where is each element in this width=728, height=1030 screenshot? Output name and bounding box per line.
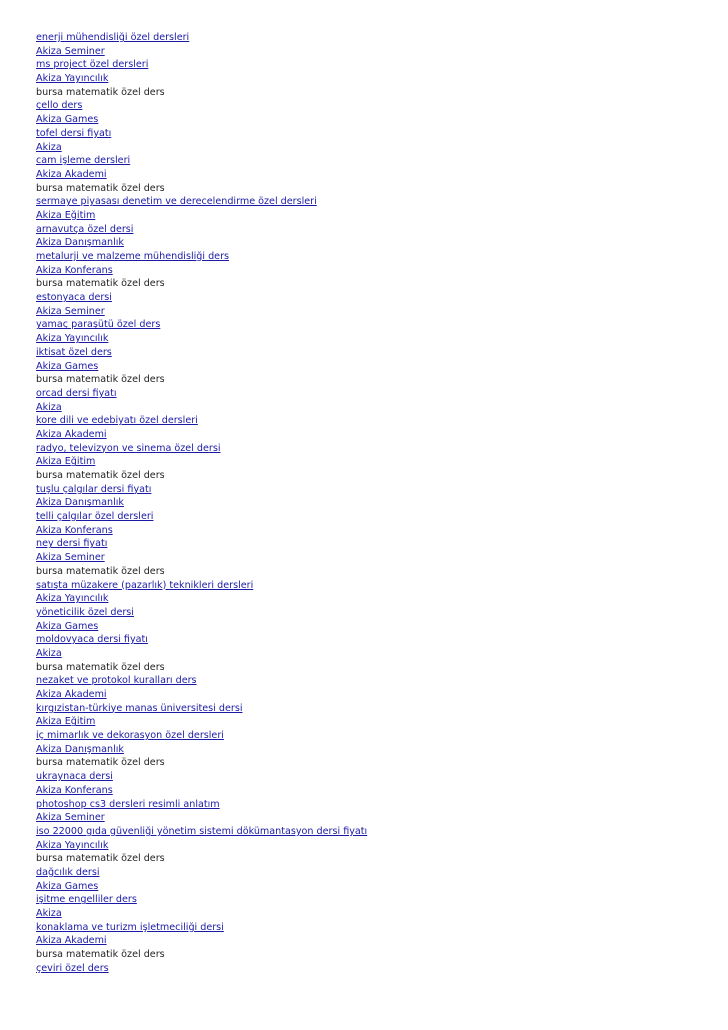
text-link[interactable]: tuşlu çalgılar dersi fiyatı	[36, 483, 152, 495]
text-link[interactable]: Akiza Yayıncılık	[36, 593, 109, 605]
text-link[interactable]: Akiza Games	[36, 880, 99, 892]
document-line	[36, 72, 716, 86]
document-line	[36, 154, 716, 168]
text-link[interactable]: ms project özel dersleri	[36, 59, 149, 71]
document-line	[36, 318, 716, 332]
text-link[interactable]: arnavutça özel dersi	[36, 223, 134, 235]
text-link[interactable]: Akiza Eğitim	[36, 716, 96, 728]
text-link[interactable]: Akiza Seminer	[36, 552, 105, 564]
text-link[interactable]: moldovyaca dersi fiyatı	[36, 634, 148, 646]
text-link[interactable]: Akiza Yayıncılık	[36, 73, 109, 85]
text-link[interactable]: Akiza Konferans	[36, 524, 113, 536]
document-line	[36, 387, 716, 401]
document-line	[36, 715, 716, 729]
document-line	[36, 579, 716, 593]
text-link[interactable]: Akiza Yayıncılık	[36, 333, 109, 345]
text-link[interactable]: Akiza Akademi	[36, 428, 107, 440]
text-link[interactable]: nezaket ve protokol kuralları ders	[36, 675, 197, 687]
document-line	[36, 537, 716, 551]
document-line	[36, 565, 716, 579]
text-link[interactable]: estonyaca dersi	[36, 292, 112, 304]
text-link[interactable]: ney dersi fiyatı	[36, 538, 108, 550]
document-line	[36, 250, 716, 264]
document-line	[36, 86, 716, 100]
text-link[interactable]: satışta müzakere (pazarlık) teknikleri dersleri	[36, 579, 254, 591]
document-line	[36, 209, 716, 223]
document-line	[36, 510, 716, 524]
text-link[interactable]: Akiza Eğitim	[36, 209, 96, 221]
document-line	[36, 743, 716, 757]
document-line	[36, 756, 716, 770]
text-link[interactable]: iktisat özel ders	[36, 346, 112, 358]
document-line	[36, 223, 716, 237]
text-link[interactable]: çello ders	[36, 100, 83, 112]
text-link[interactable]: Akiza Seminer	[36, 812, 105, 824]
document-line	[36, 182, 716, 196]
document-line	[36, 907, 716, 921]
document-line	[36, 770, 716, 784]
document-line	[36, 551, 716, 565]
document-line	[36, 934, 716, 948]
document-line	[36, 962, 716, 976]
document-line	[36, 633, 716, 647]
document-line	[36, 332, 716, 346]
document-line	[36, 373, 716, 387]
text-link[interactable]: telli çalgılar özel dersleri	[36, 511, 154, 523]
text-link[interactable]: Akiza Yayıncılık	[36, 839, 109, 851]
text-link[interactable]: Akiza Eğitim	[36, 456, 96, 468]
plain-text: bursa matematik özel ders	[36, 470, 165, 481]
text-link[interactable]: Akiza	[36, 141, 62, 153]
plain-text: bursa matematik özel ders	[36, 374, 165, 386]
text-link[interactable]: iso 22000 gıda güvenliği yönetim sistemi dökümantasyon dersi fiyatı	[36, 825, 368, 837]
plain-text: bursa matematik özel ders	[36, 853, 165, 865]
document-line	[36, 45, 716, 59]
document-line	[36, 31, 716, 45]
text-link[interactable]: enerji mühendisliği özel dersleri	[36, 32, 190, 43]
text-link[interactable]: Akiza Akademi	[36, 168, 107, 180]
text-link[interactable]: iç mimarlık ve dekorasyon özel dersleri	[36, 730, 224, 742]
text-link[interactable]: radyo, televizyon ve sinema özel dersi	[36, 442, 221, 454]
text-link[interactable]: cam işleme dersleri	[36, 155, 131, 167]
text-link[interactable]: metalurji ve malzeme mühendisliği ders	[36, 251, 230, 262]
text-link[interactable]: kore dili ve edebiyatı özel dersleri	[36, 415, 198, 427]
text-link[interactable]: Akiza	[36, 647, 62, 659]
document-line	[36, 688, 716, 702]
document-line	[36, 195, 716, 209]
document-line	[36, 442, 716, 456]
document-line	[36, 291, 716, 305]
document-line	[36, 674, 716, 688]
document-line	[36, 661, 716, 675]
document-line	[36, 921, 716, 935]
document-line	[36, 852, 716, 866]
text-link[interactable]: Akiza Danışmanlık	[36, 497, 124, 509]
document-line	[36, 784, 716, 798]
text-link[interactable]: Akiza Konferans	[36, 264, 113, 276]
text-link[interactable]: Akiza Seminer	[36, 45, 105, 57]
text-link[interactable]: Akiza Games	[36, 114, 99, 126]
document-line	[36, 264, 716, 278]
document-line	[36, 469, 716, 483]
text-link[interactable]: Akiza Games	[36, 620, 99, 632]
plain-text: bursa matematik özel ders	[36, 565, 165, 577]
text-link[interactable]: kırgızistan-türkiye manas üniversitesi dersi	[36, 702, 243, 714]
document-line	[36, 729, 716, 743]
text-link[interactable]: Akiza	[36, 908, 62, 919]
document-line	[36, 811, 716, 825]
document-line	[36, 839, 716, 853]
document-line	[36, 524, 716, 538]
text-link[interactable]: yamaç paraşütü özel ders	[36, 319, 161, 331]
text-link[interactable]: konaklama ve turizm işletmeciliği dersi	[36, 921, 224, 933]
document-line	[36, 277, 716, 291]
document-line	[36, 414, 716, 428]
document-line	[36, 346, 716, 360]
document-line	[36, 866, 716, 880]
document-line	[36, 880, 716, 894]
text-link[interactable]: dağcılık dersi	[36, 866, 100, 878]
text-link[interactable]: Akiza Danışmanlık	[36, 743, 124, 755]
document-line	[36, 428, 716, 442]
document-line	[36, 948, 716, 962]
document-line	[36, 647, 716, 661]
document-line	[36, 168, 716, 182]
document-page	[36, 31, 716, 975]
document-line	[36, 496, 716, 510]
text-link[interactable]: işitme engelliler ders	[36, 894, 137, 906]
text-link[interactable]: photoshop cs3 dersleri resimli anlatım	[36, 798, 220, 810]
text-link[interactable]: ukraynaca dersi	[36, 771, 113, 783]
document-line	[36, 702, 716, 716]
document-line	[36, 401, 716, 415]
text-link[interactable]: Akiza Akademi	[36, 689, 107, 700]
document-line	[36, 606, 716, 620]
document-line	[36, 592, 716, 606]
plain-text: bursa matematik özel ders	[36, 757, 165, 769]
document-line	[36, 893, 716, 907]
document-line	[36, 360, 716, 374]
text-link[interactable]: sermaye piyasası denetim ve derecelendirme özel dersleri	[36, 196, 317, 208]
plain-text: bursa matematik özel ders	[36, 182, 165, 194]
document-line	[36, 236, 716, 250]
document-line	[36, 455, 716, 469]
document-line	[36, 113, 716, 127]
text-link[interactable]: Akiza Akademi	[36, 935, 107, 947]
text-link[interactable]: Akiza Danışmanlık	[36, 237, 124, 249]
text-link[interactable]: çeviri özel ders	[36, 962, 109, 974]
text-link[interactable]: Akiza Games	[36, 360, 99, 372]
text-link[interactable]: Akiza Seminer	[36, 305, 105, 317]
document-line	[36, 798, 716, 812]
document-line	[36, 127, 716, 141]
document-line	[36, 483, 716, 497]
plain-text: bursa matematik özel ders	[36, 949, 165, 961]
document-line	[36, 825, 716, 839]
plain-text: bursa matematik özel ders	[36, 86, 165, 98]
text-link[interactable]: Akiza Konferans	[36, 784, 113, 796]
plain-text: bursa matematik özel ders	[36, 278, 165, 290]
plain-text: bursa matematik özel ders	[36, 661, 165, 673]
document-line	[36, 305, 716, 319]
document-line	[36, 141, 716, 155]
text-link[interactable]: yöneticilik özel dersi	[36, 606, 134, 618]
document-line	[36, 620, 716, 634]
document-line	[36, 58, 716, 72]
text-link[interactable]: tofel dersi fiyatı	[36, 127, 112, 139]
text-link[interactable]: Akiza	[36, 401, 62, 413]
text-link[interactable]: orcad dersi fiyatı	[36, 387, 117, 399]
document-line	[36, 99, 716, 113]
